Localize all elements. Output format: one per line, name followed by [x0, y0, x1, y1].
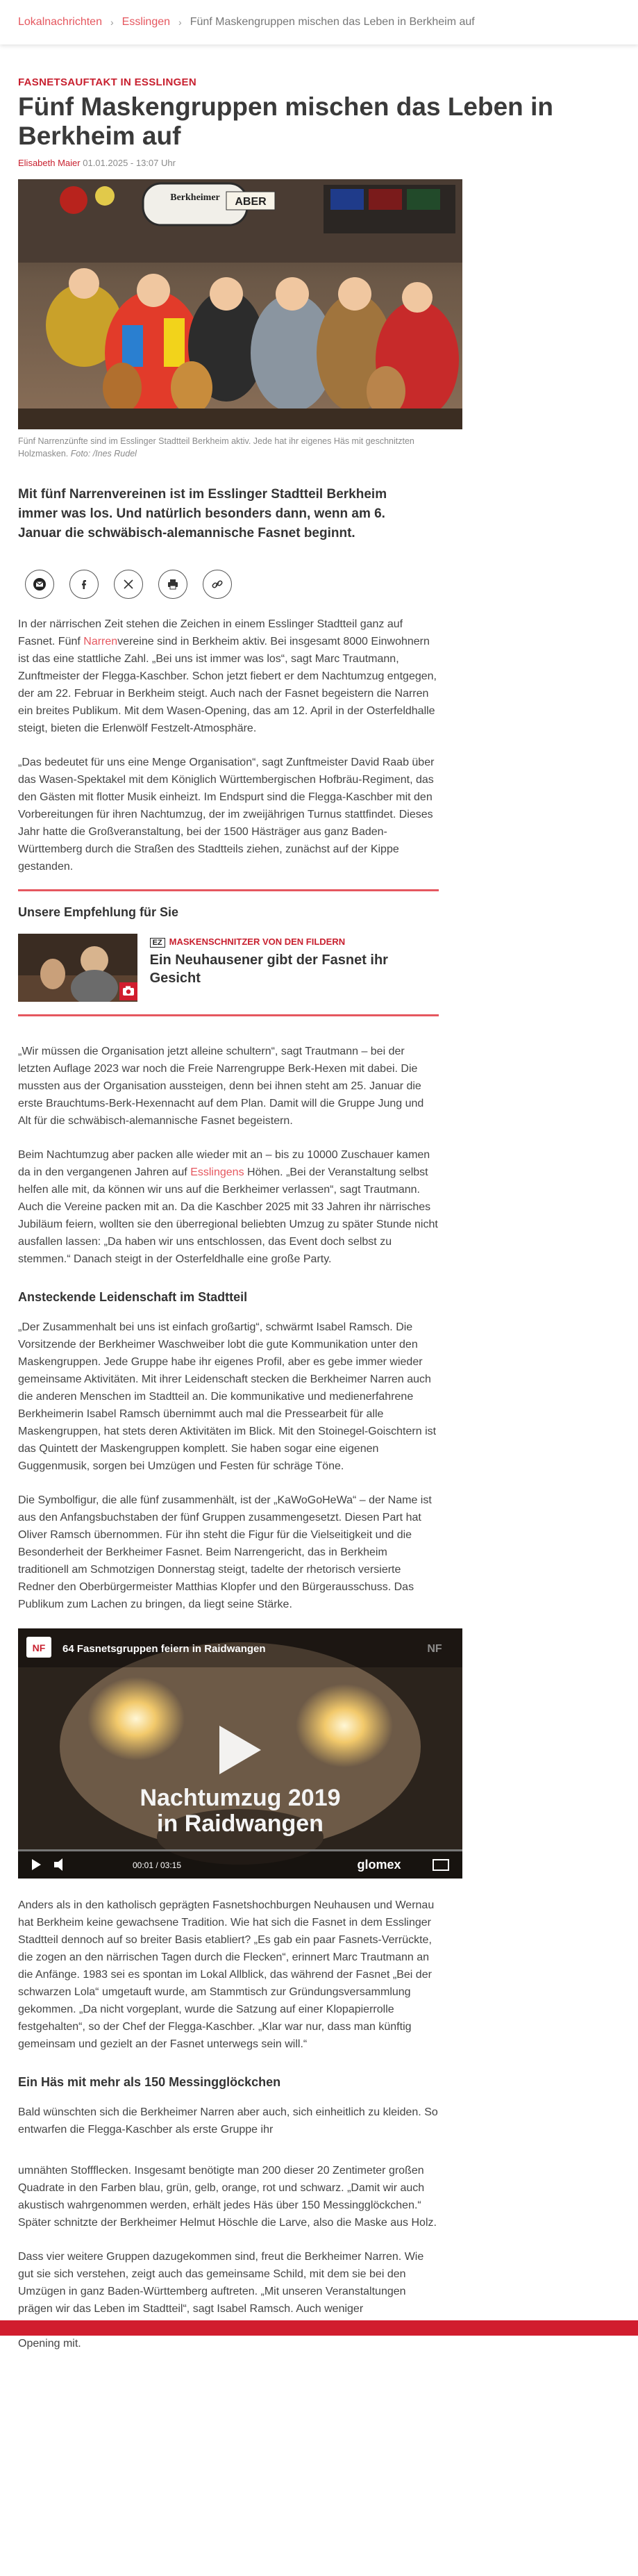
- divider: [18, 889, 439, 891]
- hero-image: [18, 179, 462, 429]
- ad-banner-band: [0, 2320, 638, 2336]
- narren-link[interactable]: Narren: [83, 636, 118, 647]
- esslingen-link[interactable]: Esslingens: [190, 1166, 244, 1178]
- paragraph-1-start: In der närrischen Zeit stehen die Zeichen in einem Esslinger Stadtteil ganz auf Fasnet. Fünf: [18, 618, 403, 647]
- hero-sign-text: Berkheimer: [170, 192, 220, 203]
- channel-logo-text: NF: [32, 1642, 46, 1653]
- video-overlay-line2: in Raidwangen: [157, 1810, 324, 1837]
- video-player[interactable]: [18, 1628, 462, 1879]
- mail-icon[interactable]: [25, 570, 54, 599]
- recommendation-kicker: [150, 936, 439, 947]
- image-caption: [18, 435, 448, 460]
- paragraph-7: Anders als in den katholisch geprägten Fasnetshochburgen Neuhausen und Wernau hat Berkheim keine gewachsene Tradition. Wie hat sich die Fasnet in dem Esslinger Stadtteil dennoch auf so breiter Basis etabliert? „Es gab ein paar Fasnets-Verrückte, die zogen an den närrischen Tagen durch die Flecken“, erinnert Marc Trautmann an die Anfänge. 1983 sei es spontan im Lokal Allblick, das während der Fasnet „Bei der schwarzen Lola“ umgetauft wurde, am Stammtisch zur Gründungsversammlung gekommen. „Da nicht vorgeplant, wurde die Satzung auf einer Klopapierrolle festgehalten“, so der Chef der Flegga-Kaschber. „Klar war nur, dass man künftig gemeinsam und gezielt an der Fasnet unterwegs sein will.“: [18, 1899, 435, 2050]
- recommendation-headline[interactable]: Ein Neuhausener gibt der Fasnet ihr Gesicht: [149, 952, 388, 986]
- page-title: Fünf Maskengruppen mischen das Leben in Berkheim auf: [18, 92, 553, 150]
- share-bar: [25, 570, 439, 599]
- recommendation-kicker-text: MASKENSCHNITZER VON DEN FILDERN: [169, 936, 346, 947]
- breadcrumb: [0, 0, 638, 44]
- article-kicker: FASNETSAUFTAKT IN ESSLINGEN: [18, 76, 196, 88]
- photo-credit: Foto: /Ines Rudel: [70, 449, 137, 459]
- article-lead: Mit fünf Narrenvereinen ist im Esslinger Stadtteil Berkheim immer was los. Und natürlich besonders dann, wenn am 6. Januar die schwäbisch-alemannische Fasnet beginnt.: [18, 487, 387, 540]
- x-icon[interactable]: [114, 570, 143, 599]
- paragraph-3: „Wir müssen die Organisation jetzt alleine schultern“, sagt Trautmann – bei der letzten Auflage 2023 war noch die Freie Narrengruppe Berk-Hexen mit dabei. Die mussten aus der Organisation aussteigen, denn bei ihnen steht am 25. Januar die erste Brauchtums-Berk-Hexennacht auf dem Plan. Damit will die Gruppe Jung und Alt für die schwäbisch-alemannische Fasnet begeistern.: [18, 1046, 424, 1127]
- author-link[interactable]: Elisabeth Maier: [18, 158, 81, 168]
- hero-sign2-text: ABER: [235, 196, 267, 208]
- subheading-haes: Ein Häs mit mehr als 150 Messingglöckchen: [18, 2075, 281, 2089]
- channel-watermark: NF: [427, 1643, 442, 1655]
- chevron-right-icon: ›: [178, 17, 182, 28]
- video-brand: glomex: [357, 1858, 401, 1872]
- breadcrumb-link-esslingen[interactable]: Esslingen: [121, 16, 171, 28]
- publish-date: 01.01.2025 - 13:07 Uhr: [83, 158, 176, 168]
- recommendation-card[interactable]: [18, 934, 439, 1002]
- paragraph-5: „Der Zusammenhalt bei uns ist einfach großartig“, schwärmt Isabel Ramsch. Die Vorsitzende der Berkheimer Waschweiber lobt die gute Kommunikation unter den Maskengruppen. Jede Gruppe habe ihr eigenes Profil, aber es gebe immer wieder gemeinsame Aktivitäten. Mit ihrer Leidenschaft stecken die Berkheimer Narren auch die anderen Menschen im Stadtteil an. Die kommunikative und medienerfahrene Berkheimerin Isabel Ramsch übernimmt auch mal die Pressearbeit für alle Maskengruppen, hat stets deren Aktivitäten im Blick. Mit den Stoinegel-Goischtern ist das Quintett der Maskengruppen komplett. Sie haben sogar eine eigenen Guggenmusik, sorgen bei Umzügen und Festen für schräge Töne.: [18, 1321, 437, 1472]
- video-overlay-line1: Nachtumzug 2019: [140, 1785, 341, 1811]
- ez-badge: EZ: [150, 938, 165, 948]
- hero-illustration: [18, 179, 462, 429]
- paragraph-6: Die Symbolfigur, die alle fünf zusammenhält, ist der „KaWoGoHeWa“ – der Name ist aus den Anfangsbuchstaben der fünf Gruppen zusammengesetzt. Diesen Part hat Oliver Ramsch übernommen. Für ihn steht die Figur für die Vielseitigkeit und die Besonderheit der Berkheimer Fasnet. Beim Narrengericht, das in Berkheim traditionell am Schmotzigen Donnerstag steigt, tadelte der rhetorisch versierte Redner den Oberbürgermeister Matthias Klopfer und den Bürgerausschuss. Das Publikum zum Lachen zu bringen, da liegt seine Stärke.: [18, 1494, 432, 1610]
- paragraph-8a: Bald wünschten sich die Berkheimer Narren aber auch, sich einheitlich zu kleiden. So entwarfen die Flegga-Kaschber als erste Gruppe ihr: [18, 2106, 438, 2136]
- article-meta: [18, 158, 439, 168]
- paragraph-4-end: Höhen. „Bei der Veranstaltung selbst helfen alle mit, da können wir uns auf die Berkheimer verlassen“, sagt Trautmann. Auch die Vereine packen mit an. Da die Kaschber 2025 mit 33 Jahren ihr närrisches Jubiläum feiern, wollten sie den überregional beliebten Umzug zu später Stunde nicht ausfallen lassen: „Da haben wir uns entschlossen, das Event doch selbst zu stemmen.“ Danach steigt in der Osterfeldhalle eine große Party.: [18, 1166, 438, 1265]
- print-icon[interactable]: [158, 570, 187, 599]
- paragraph-4: [18, 1146, 439, 1268]
- recommendation-title: Unsere Empfehlung für Sie: [18, 905, 179, 919]
- divider: [18, 1014, 439, 1016]
- paragraph-8b: umnähten Stoffflecken. Insgesamt benötigte man 200 dieser 20 Zentimeter großen Quadrate in den Farben blau, grün, gelb, orange, rot und schwarz. „Damit wir auch akustisch wahrgenommen werden, erhält jedes Häs über 150 Messingglöckchen.“ Später schnitzte der Berkheimer Helmut Höschle die Larve, also die Maske aus Holz.: [18, 2165, 437, 2229]
- recommendation-text: [150, 934, 439, 1002]
- paragraph-9: Dass vier weitere Gruppen dazugekommen sind, freut die Berkheimer Narren. Wie gut sie sich verstehen, zeigt auch das gemeinsame Schild, mit dem sie bei den Umzügen in ganz Baden-Württemberg auftreten. „Mit unseren Veranstaltungen prägen wir das Leben im Stadtteil“, sagt Isabel Ramsch. Auch weniger Opening mit.: [18, 2251, 424, 2350]
- article: [18, 76, 553, 2352]
- paragraph-1-end: vereine sind in Berkheim aktiv. Bei insgesamt 8000 Einwohnern ist das eine stattliche Zahl. „Bei uns ist immer was los“, sagt Marc Trautmann, Zunftmeister der Flegga-Kaschber. Schon jetzt fiebert er dem Nachtumzug entgegen, der am 22. Februar in Berkheim steigt. Auch nach der Fasnet begeistern die Narren ein breites Publikum. Mit dem Wasen-Opening, das am 12. April in der Osterfeldhalle steigt, bieten die Erlenwölf Festzelt-Atmosphäre.: [18, 636, 437, 734]
- breadcrumb-link-lokalnachrichten[interactable]: Lokalnachrichten: [18, 16, 102, 28]
- paragraph-2: „Das bedeutet für uns eine Menge Organisation“, sagt Zunftmeister David Raab über das Wasen-Spektakel mit dem Königlich Württembergischen Hofbräu-Regiment, das den Gästen mit flotter Musik einheizt. Im Endspurt sind die Flegga-Kaschber mit den Vorbereitungen für ihren Nachtumzug, der im zweijährigen Turnus stattfindet. Dieses Jahr hatte die Großveranstaltung, bei der 1500 Hästräger aus ganz Baden-Württemberg durch die Straßen des Stadtteils ziehen, zunächst auf der Kippe gestanden.: [18, 757, 435, 873]
- facebook-icon[interactable]: [69, 570, 99, 599]
- paragraph-1: [18, 616, 439, 737]
- chevron-right-icon: ›: [110, 17, 114, 28]
- subheading-leidenschaft: Ansteckende Leidenschaft im Stadtteil: [18, 1290, 248, 1304]
- link-icon[interactable]: [203, 570, 232, 599]
- video-time: 00:01 / 03:15: [132, 1860, 182, 1870]
- caption-text: Fünf Narrenzünfte sind im Esslinger Stadtteil Berkheim aktiv. Jede hat ihr eigenes Häs mit geschnitzten Holzmasken.: [18, 436, 414, 459]
- recommendation-thumbnail[interactable]: [18, 934, 137, 1002]
- paragraph-4-start: Beim Nachtumzug aber packen alle wieder mit an – bis zu 10000 Zuschauer kamen da in den vergangenen Jahren auf: [18, 1149, 430, 1178]
- video-title: 64 Fasnetsgruppen feiern in Raidwangen: [62, 1643, 266, 1655]
- breadcrumb-current: Fünf Maskengruppen mischen das Leben in Berkheim auf: [190, 16, 475, 28]
